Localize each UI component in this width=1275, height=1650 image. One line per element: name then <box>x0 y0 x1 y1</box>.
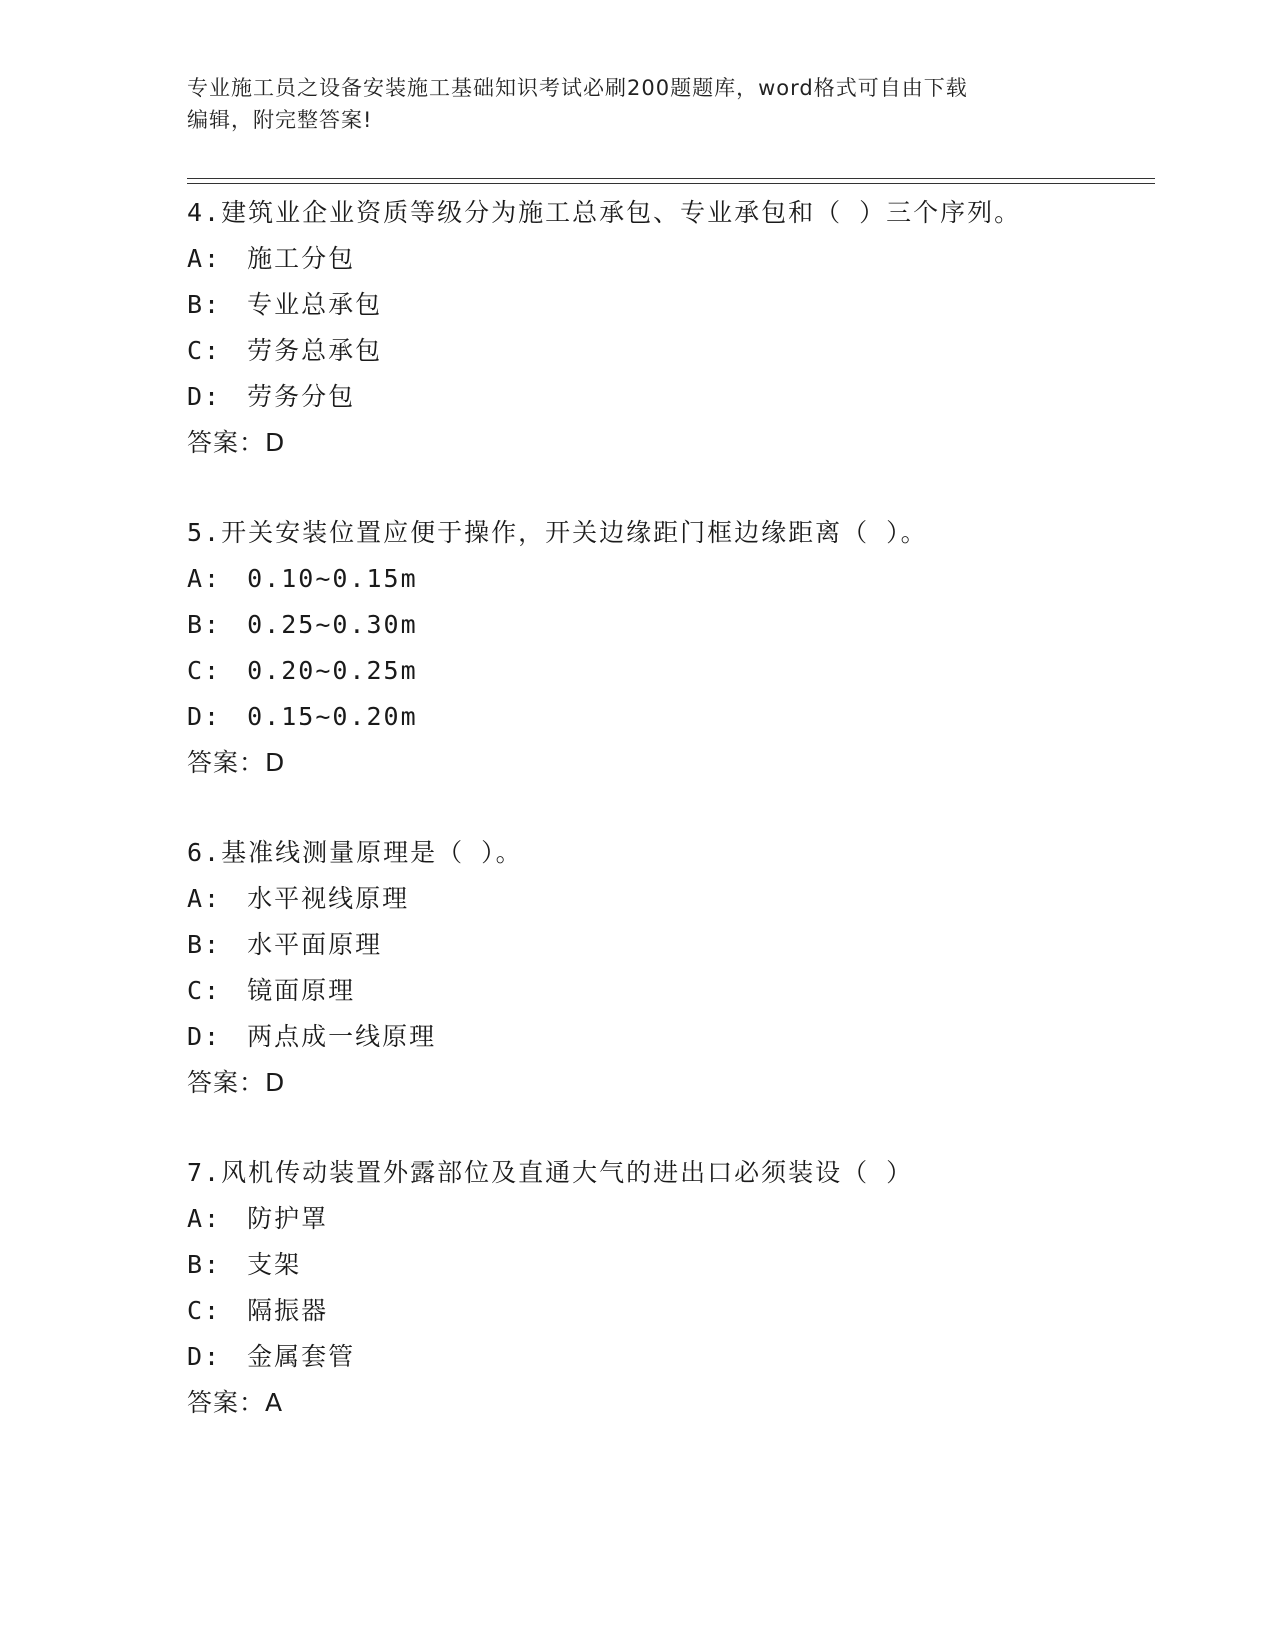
option-b <box>187 922 1155 968</box>
option-a <box>187 876 1155 922</box>
question-item <box>187 830 1155 1106</box>
option-letter: B: <box>187 930 222 959</box>
question-title: 6.基准线测量原理是（ ）。 <box>187 838 523 867</box>
option-letter: B: <box>187 610 222 639</box>
question-title: 7.风机传动装置外露部位及直通大气的进出口必须装设（ ） <box>187 1158 914 1187</box>
option-text: 劳务分包 <box>247 382 356 411</box>
question-item <box>187 1150 1155 1426</box>
header-line-1: 专业施工员之设备安装施工基础知识考试必刷200题题库，word格式可自由下载 <box>187 76 968 100</box>
header-divider-top <box>187 178 1155 179</box>
answer-line: 答案：D <box>187 428 286 457</box>
option-text: 镜面原理 <box>247 976 356 1005</box>
option-letter: C: <box>187 336 222 365</box>
header-line-2: 编辑，附完整答案! <box>187 108 373 132</box>
option-letter: A: <box>187 244 222 273</box>
option-a <box>187 1196 1155 1242</box>
option-c <box>187 328 1155 374</box>
header-divider-bottom <box>187 183 1155 184</box>
option-a <box>187 556 1155 602</box>
option-letter: A: <box>187 1204 222 1233</box>
question-item <box>187 190 1155 466</box>
option-text: 隔振器 <box>247 1296 329 1325</box>
option-d <box>187 1014 1155 1060</box>
option-letter: C: <box>187 656 222 685</box>
option-text: 水平面原理 <box>247 930 383 959</box>
question-title: 5.开关安装位置应便于操作，开关边缘距门框边缘距离（ ）。 <box>187 518 928 547</box>
option-text: 0.20~0.25m <box>247 656 418 685</box>
option-d <box>187 694 1155 740</box>
question-list <box>187 190 1155 1470</box>
answer-line: 答案：A <box>187 1388 284 1417</box>
option-b <box>187 1242 1155 1288</box>
question-item <box>187 510 1155 786</box>
option-c <box>187 968 1155 1014</box>
option-c <box>187 1288 1155 1334</box>
option-d <box>187 374 1155 420</box>
option-text: 施工分包 <box>247 244 356 273</box>
option-text: 0.15~0.20m <box>247 702 418 731</box>
option-letter: A: <box>187 564 222 593</box>
option-text: 支架 <box>247 1250 302 1279</box>
option-d <box>187 1334 1155 1380</box>
option-letter: D: <box>187 702 222 731</box>
option-text: 0.25~0.30m <box>247 610 418 639</box>
option-text: 防护罩 <box>247 1204 329 1233</box>
option-text: 0.10~0.15m <box>247 564 418 593</box>
answer-line: 答案：D <box>187 748 286 777</box>
option-letter: A: <box>187 884 222 913</box>
question-title: 4.建筑业企业资质等级分为施工总承包、专业承包和（ ）三个序列。 <box>187 198 1022 227</box>
answer-line: 答案：D <box>187 1068 286 1097</box>
option-letter: B: <box>187 1250 222 1279</box>
option-letter: D: <box>187 1022 222 1051</box>
option-text: 金属套管 <box>247 1342 356 1371</box>
document-header <box>187 72 1087 136</box>
option-letter: D: <box>187 382 222 411</box>
option-b <box>187 282 1155 328</box>
option-text: 专业总承包 <box>247 290 383 319</box>
option-text: 两点成一线原理 <box>247 1022 437 1051</box>
option-b <box>187 602 1155 648</box>
option-letter: B: <box>187 290 222 319</box>
option-letter: D: <box>187 1342 222 1371</box>
option-letter: C: <box>187 976 222 1005</box>
option-c <box>187 648 1155 694</box>
option-letter: C: <box>187 1296 222 1325</box>
option-a <box>187 236 1155 282</box>
option-text: 水平视线原理 <box>247 884 410 913</box>
option-text: 劳务总承包 <box>247 336 383 365</box>
